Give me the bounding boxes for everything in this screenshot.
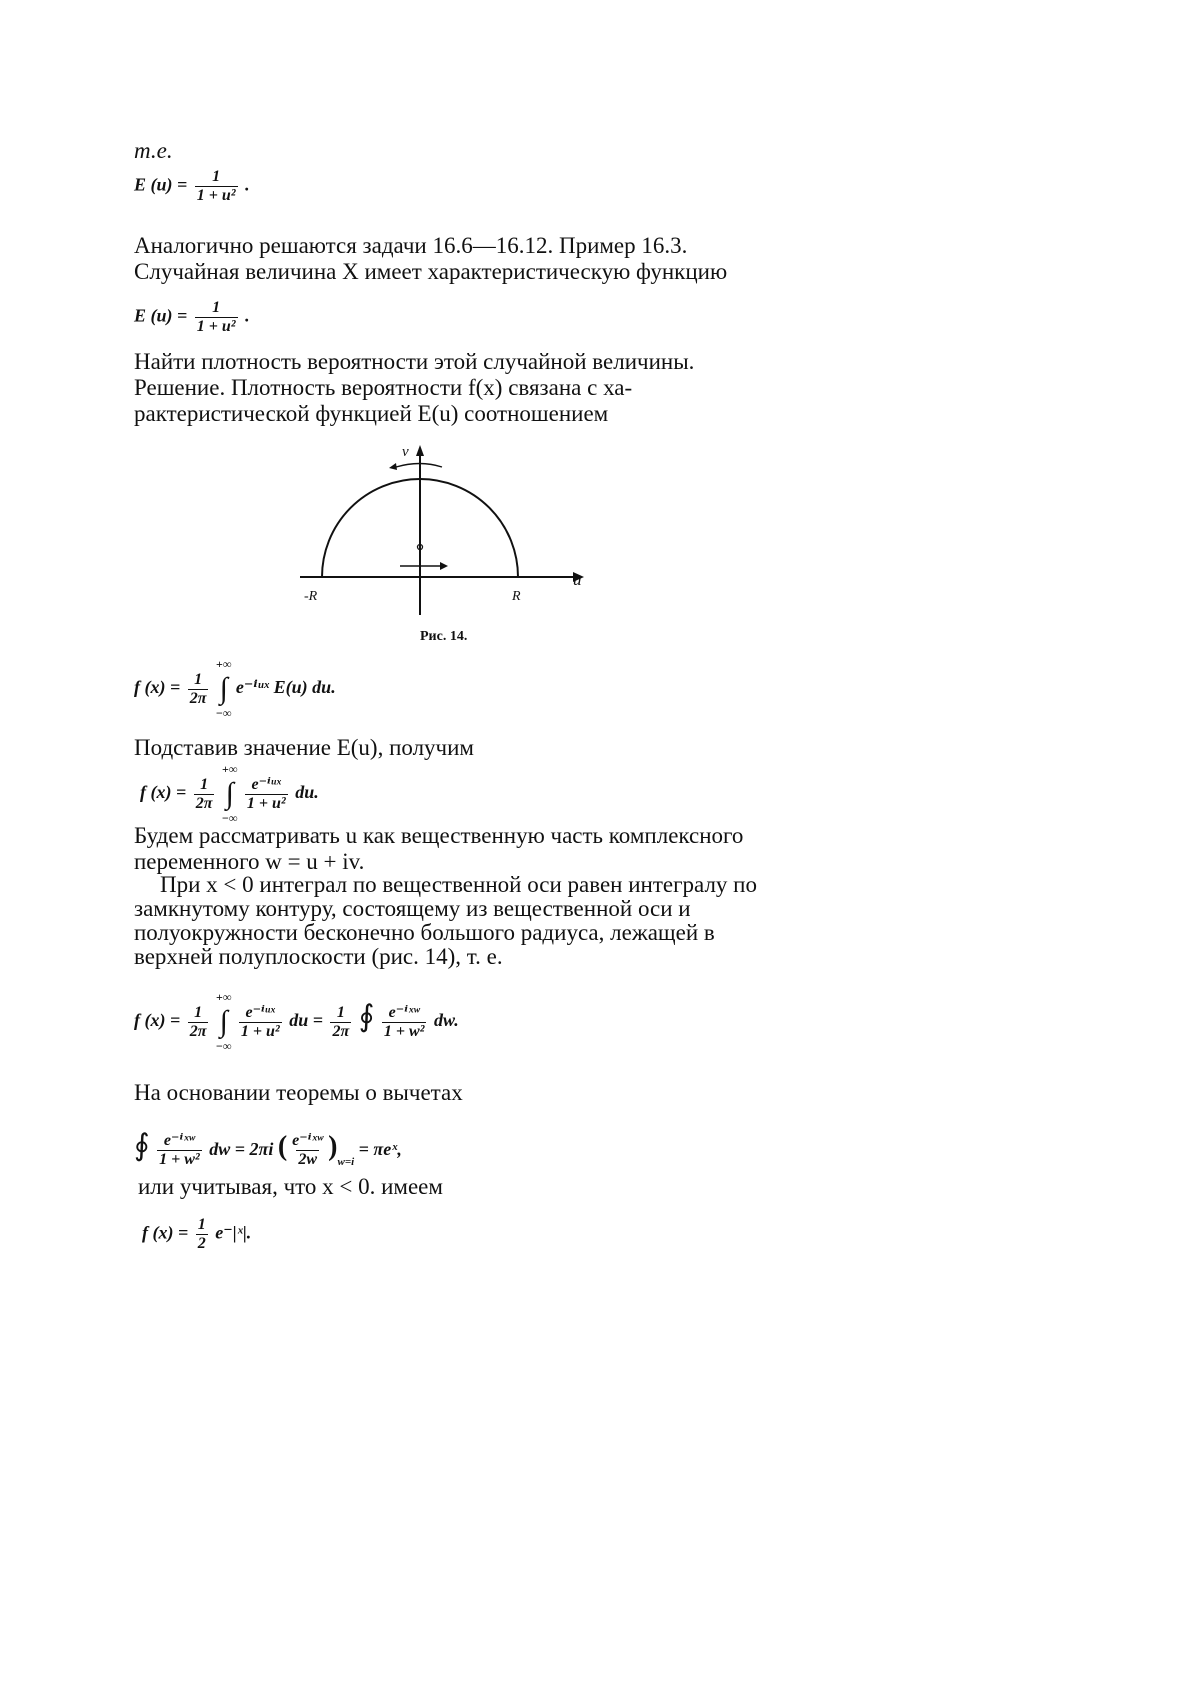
eq1-den: 1 + u² xyxy=(196,187,236,204)
eq4-lower-limit: −∞ xyxy=(221,811,238,825)
v-axis-arrow xyxy=(416,445,424,456)
r-label: R xyxy=(512,589,521,604)
te-label: т.е. xyxy=(134,138,173,163)
eq2-end: . xyxy=(245,305,250,326)
paragraph-2-line-2: Решение. Плотность вероятности f(x) связана с ха- xyxy=(134,375,633,400)
equation-fx-2 xyxy=(140,762,319,826)
paragraph-3: Подставив значение E(u), получим xyxy=(134,735,474,760)
eq7-den: 2 xyxy=(197,1235,206,1252)
eq2-lhs: E (u) = xyxy=(134,305,188,326)
figure-caption: Рис. 14. xyxy=(420,629,468,644)
eq4-den: 2π xyxy=(195,794,213,812)
equation-fx-3 xyxy=(134,990,459,1054)
axis-arrowhead xyxy=(440,562,448,570)
eq5-integrand-num: e⁻ⁱᵘˣ xyxy=(245,1003,276,1021)
contour-figure xyxy=(290,440,600,655)
eq6-contour-den: 1 + w² xyxy=(159,1151,200,1169)
eq3-lower-limit: −∞ xyxy=(215,706,232,720)
contour-integral-sign: ∮ xyxy=(134,1129,150,1162)
eq4-lhs: f (x) = xyxy=(140,782,187,803)
eq2-num: 1 xyxy=(212,299,221,316)
eq6-contour-num: e⁻ⁱˣʷ xyxy=(163,1132,195,1150)
eq4-upper-limit: +∞ xyxy=(221,762,238,776)
eq1-lhs: E (u) = xyxy=(134,174,188,195)
eq3-num: 1 xyxy=(194,670,203,688)
integral-sign: ∫ xyxy=(219,1005,228,1038)
eq4-tail: du. xyxy=(295,782,319,803)
minus-r-label: -R xyxy=(304,589,318,604)
eq6-residue-num: e⁻ⁱˣʷ xyxy=(292,1132,324,1150)
eq1-end: . xyxy=(245,174,250,195)
eq5-contour-num: e⁻ⁱˣʷ xyxy=(388,1003,420,1021)
paragraph-5-line-4: верхней полуплоскости (рис. 14), т. е. xyxy=(134,944,503,969)
eq5-num2: 1 xyxy=(336,1003,345,1021)
paragraph-2-line-1: Найти плотность вероятности этой случайной величины. xyxy=(134,349,695,374)
eq6-subscript: w=i xyxy=(337,1156,355,1168)
eq7-num: 1 xyxy=(197,1216,206,1233)
eq3-lhs: f (x) = xyxy=(134,677,181,698)
arc-arrowhead xyxy=(389,463,397,470)
eq4-integrand-den: 1 + u² xyxy=(246,794,286,812)
integral-sign: ∫ xyxy=(219,672,228,705)
eq5-den2: 2π xyxy=(332,1022,350,1040)
eq5-num: 1 xyxy=(194,1003,203,1021)
eq1-num: 1 xyxy=(212,168,221,185)
eq7-tail: e⁻|ˣ|. xyxy=(215,1222,252,1243)
eq5-lower-limit: −∞ xyxy=(215,1039,232,1053)
eq6-residue-den: 2w xyxy=(298,1151,317,1169)
equation-residue xyxy=(134,1128,402,1169)
eq4-integrand-num: e⁻ⁱᵘˣ xyxy=(251,775,282,793)
contour-integral-sign: ∮ xyxy=(358,1000,375,1034)
equation-eu-2 xyxy=(134,299,250,336)
eq5-mid: du = xyxy=(289,1010,323,1031)
right-paren: ) xyxy=(328,1131,338,1162)
eq7-lhs: f (x) = xyxy=(142,1222,189,1243)
eq6-tail: = πeˣ, xyxy=(358,1139,402,1159)
u-axis-label: u xyxy=(573,570,582,589)
paragraph-5-line-3: полуокружности бесконечно большого радиуса, лежащей в xyxy=(134,920,715,945)
eq2-den: 1 + u² xyxy=(196,318,236,335)
paragraph-2-line-3: рактеристической функцией E(u) соотношением xyxy=(134,401,609,426)
eq3-integrand: e⁻ⁱᵘˣ E(u) du. xyxy=(235,677,336,698)
left-paren: ( xyxy=(277,1131,288,1162)
eq5-tail: dw. xyxy=(433,1010,459,1031)
equation-result xyxy=(142,1216,251,1253)
eq5-lhs: f (x) = xyxy=(134,1010,181,1031)
eq3-den: 2π xyxy=(189,689,207,707)
eq5-upper-limit: +∞ xyxy=(215,990,232,1004)
eq4-num: 1 xyxy=(200,775,209,793)
eq5-contour-den: 1 + w² xyxy=(383,1022,425,1040)
paragraph-4-line-2: переменного w = u + iv. xyxy=(134,849,365,874)
paragraph-1-line-1: Аналогично решаются задачи 16.6—16.12. Пример 16.3. xyxy=(134,233,688,258)
paragraph-1-line-2: Случайная величина X имеет характеристическую функцию xyxy=(134,259,728,284)
eq3-upper-limit: +∞ xyxy=(215,657,232,671)
paragraph-4-line-1: Будем рассматривать u как вещественную часть комплексного xyxy=(134,823,744,848)
eq5-integrand-den: 1 + u² xyxy=(240,1022,280,1040)
paragraph-7: или учитывая, что x < 0. имеем xyxy=(138,1174,443,1199)
v-axis-label: v xyxy=(402,444,409,460)
equation-fx-1 xyxy=(134,657,336,721)
paragraph-6: На основании теоремы о вычетах xyxy=(134,1080,463,1105)
paragraph-5-line-1: При x < 0 интеграл по вещественной оси равен интегралу по xyxy=(160,872,757,897)
equation-eu-1 xyxy=(134,168,250,205)
integral-sign: ∫ xyxy=(225,777,234,810)
paragraph-5-line-2: замкнутому контуру, состоящему из вещественной оси и xyxy=(134,896,691,921)
eq6-mid: dw = 2πi xyxy=(209,1139,274,1159)
eq5-den: 2π xyxy=(189,1022,207,1040)
